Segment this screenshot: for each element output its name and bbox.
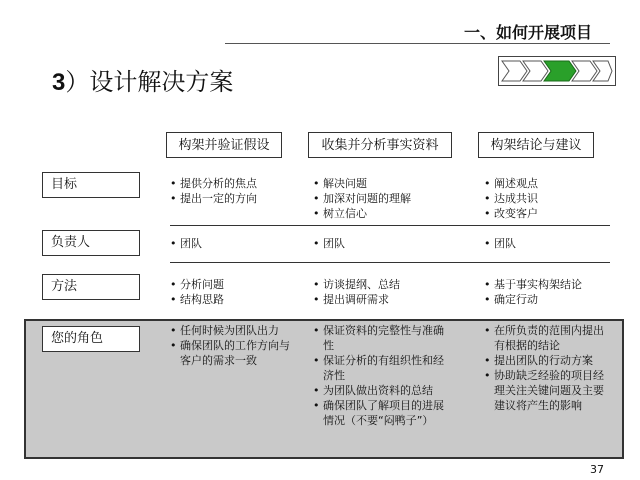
cell-goal-conclusions <box>484 176 624 221</box>
column-header-conclusions: 构架结论与建议 <box>478 132 594 158</box>
list-item: • 团队 <box>313 236 463 251</box>
cell-method-facts <box>313 277 463 307</box>
list-item: • 提出一定的方向 <box>170 191 300 206</box>
list-item: • 结构思路 <box>170 292 300 307</box>
row-label-goal: 目标 <box>42 172 140 198</box>
page-number: 37 <box>590 463 604 476</box>
list-item: • 阐述观点 <box>484 176 624 191</box>
list-item: • 访谈提纲、总结 <box>313 277 463 292</box>
list-item: • 团队 <box>170 236 300 251</box>
column-header-hypothesis: 构架并验证假设 <box>166 132 282 158</box>
row-label-role: 您的角色 <box>42 326 140 352</box>
cell-role-conclusions <box>484 323 614 413</box>
slide-title-text: ）设计解决方案 <box>65 68 234 96</box>
list-item: • 任何时候为团队出力 <box>170 323 298 338</box>
list-item: • 确保团队的工作方向与客户的需求一致 <box>170 338 298 368</box>
list-item: • 提出调研需求 <box>313 292 463 307</box>
slide-title <box>52 62 233 97</box>
list-item: • 确定行动 <box>484 292 624 307</box>
list-item: • 达成共识 <box>484 191 624 206</box>
cell-owner-facts <box>313 236 463 251</box>
column-header-facts: 收集并分析事实资料 <box>308 132 452 158</box>
header-divider <box>225 43 610 44</box>
section-title: 一、如何开展项目 <box>463 23 592 42</box>
list-item: • 协助缺乏经验的项目经理关注关键问题及主要建议将产生的影响 <box>484 368 614 413</box>
cell-role-facts <box>313 323 445 428</box>
cell-owner-hypothesis <box>170 236 300 251</box>
list-item: • 提供分析的焦点 <box>170 176 300 191</box>
row-divider <box>170 225 610 226</box>
list-item: • 树立信心 <box>313 206 463 221</box>
row-label-method: 方法 <box>42 274 140 300</box>
row-divider <box>170 262 610 263</box>
cell-goal-hypothesis <box>170 176 300 206</box>
cell-method-conclusions <box>484 277 624 307</box>
list-item: • 解决问题 <box>313 176 463 191</box>
cell-method-hypothesis <box>170 277 300 307</box>
cell-goal-facts <box>313 176 463 221</box>
list-item: • 保证分析的有组织性和经济性 <box>313 353 445 383</box>
list-item: • 分析问题 <box>170 277 300 292</box>
list-item: • 为团队做出资料的总结 <box>313 383 445 398</box>
list-item: • 加深对问题的理解 <box>313 191 463 206</box>
cell-owner-conclusions <box>484 236 624 251</box>
list-item: • 基于事实构架结论 <box>484 277 624 292</box>
progress-chevrons <box>498 56 616 86</box>
cell-role-hypothesis <box>170 323 298 368</box>
slide-title-number: 3 <box>52 69 66 96</box>
list-item: • 保证资料的完整性与准确性 <box>313 323 445 353</box>
list-item: • 在所负责的范围内提出有根据的结论 <box>484 323 614 353</box>
list-item: • 改变客户 <box>484 206 624 221</box>
row-label-owner: 负责人 <box>42 230 140 256</box>
list-item: • 提出团队的行动方案 <box>484 353 614 368</box>
list-item: • 团队 <box>484 236 624 251</box>
list-item: • 确保团队了解项目的进展情况（不要“闷鸭子”） <box>313 398 445 428</box>
